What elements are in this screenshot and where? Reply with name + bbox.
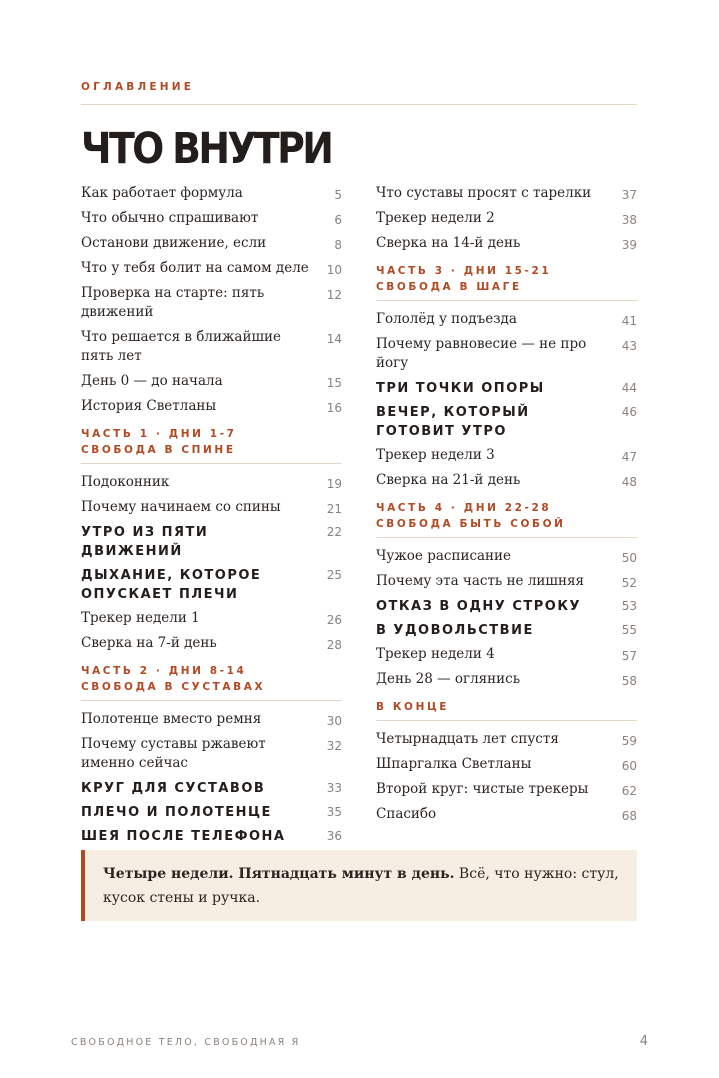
toc-entry-page-number: 48	[621, 475, 637, 489]
toc-entry-page-number: 33	[326, 781, 342, 795]
toc-entry-page-number: 60	[621, 759, 637, 773]
toc-entry[interactable]	[376, 234, 637, 253]
toc-entry-page-number: 59	[621, 734, 637, 748]
toc-entry-page-number: 30	[326, 714, 342, 728]
toc-entry[interactable]	[376, 335, 637, 373]
section-heading-subtitle: СВОБОДА В СПИНЕ	[81, 444, 236, 456]
toc-entry[interactable]	[81, 284, 342, 322]
running-footer-title: СВОБОДНОЕ ТЕЛО, СВОБОДНАЯ Я	[71, 1037, 301, 1048]
toc-entry-title: КРУГ ДЛЯ СУСТАВОВ	[81, 781, 266, 796]
toc-entry-title: Трекер недели 4	[376, 646, 495, 662]
toc-entry-page-number: 6	[334, 213, 342, 227]
toc-entry-title: ОТКАЗ В ОДНУ СТРОКУ	[376, 599, 581, 614]
section-heading-part: ЧАСТЬ 1 · ДНИ 1-7	[81, 428, 237, 440]
toc-entry-page-number: 57	[621, 649, 637, 663]
toc-entry-title: Как работает формула	[81, 185, 243, 201]
toc-entry-page-number: 8	[334, 238, 342, 252]
section-heading	[81, 663, 342, 701]
toc-entry-page-number: 50	[621, 551, 637, 565]
toc-entry-title: Что суставы просят с тарелки	[376, 185, 592, 201]
toc-entry-page-number: 32	[326, 739, 342, 753]
toc-column-right	[376, 184, 637, 830]
toc-entry-page-number: 26	[326, 613, 342, 627]
toc-entry-page-number: 10	[326, 263, 342, 277]
toc-entry-page-number: 16	[326, 401, 342, 415]
toc-entry[interactable]	[376, 645, 637, 664]
toc-entry[interactable]	[81, 259, 342, 278]
section-heading-part: ЧАСТЬ 3 · ДНИ 15-21	[376, 265, 552, 277]
toc-entry-title: Что у тебя болит на самом деле	[81, 260, 309, 276]
toc-entry-title: В УДОВОЛЬСТВИЕ	[376, 623, 534, 638]
toc-entry-title: УТРО ИЗ ПЯТИ ДВИЖЕНИЙ	[81, 525, 209, 559]
toc-entry-title: Трекер недели 1	[81, 610, 200, 626]
toc-entry-title: Второй круг: чистые трекеры	[376, 781, 589, 797]
section-heading	[376, 500, 637, 538]
toc-entry[interactable]	[376, 209, 637, 228]
toc-entry-title: Останови движение, если	[81, 235, 267, 251]
toc-entry-page-number: 39	[621, 238, 637, 252]
toc-entry[interactable]	[81, 328, 342, 366]
toc-entry[interactable]	[81, 498, 342, 517]
toc-entry[interactable]	[81, 473, 342, 492]
toc-entry-featured[interactable]	[81, 523, 342, 561]
toc-entry[interactable]	[376, 184, 637, 203]
section-heading	[376, 699, 637, 721]
toc-entry-page-number: 47	[621, 450, 637, 464]
toc-entry[interactable]	[376, 310, 637, 329]
toc-entry-page-number: 58	[621, 674, 637, 688]
toc-entry[interactable]	[81, 735, 342, 773]
toc-entry-featured[interactable]	[376, 403, 637, 441]
toc-entry[interactable]	[81, 397, 342, 416]
toc-entry-title: Трекер недели 2	[376, 210, 495, 226]
toc-entry-featured[interactable]	[81, 566, 342, 604]
toc-entry[interactable]	[376, 780, 637, 799]
toc-entry-title: Почему начинаем со спины	[81, 499, 281, 515]
toc-entry-page-number: 36	[326, 829, 342, 843]
toc-entry-page-number: 46	[621, 405, 637, 419]
toc-entry[interactable]	[81, 710, 342, 729]
toc-entry-title: Спасибо	[376, 806, 437, 822]
callout-bold-text: Четыре недели. Пятнадцать минут в день.	[103, 866, 455, 882]
toc-entry-featured[interactable]	[81, 803, 342, 822]
toc-entry-title: Сверка на 14-й день	[376, 235, 521, 251]
toc-entry-title: Почему эта часть не лишняя	[376, 573, 584, 589]
toc-entry-title: День 28 — оглянись	[376, 671, 521, 687]
toc-entry-title: ДЫХАНИЕ, КОТОРОЕ ОПУСКАЕТ ПЛЕЧИ	[81, 568, 262, 602]
toc-entry[interactable]	[81, 634, 342, 653]
toc-entry-featured[interactable]	[81, 779, 342, 798]
toc-entry[interactable]	[376, 572, 637, 591]
callout-box	[81, 850, 637, 921]
toc-entry-page-number: 37	[621, 188, 637, 202]
toc-entry[interactable]	[81, 372, 342, 391]
toc-entry[interactable]	[376, 670, 637, 689]
section-heading	[81, 426, 342, 464]
toc-entry-title: Четырнадцать лет спустя	[376, 731, 559, 747]
toc-entry-featured[interactable]	[81, 827, 342, 846]
toc-entry-page-number: 55	[621, 623, 637, 637]
toc-entry-title: Гололёд у подъезда	[376, 311, 517, 327]
header-divider	[81, 104, 637, 105]
toc-entry[interactable]	[81, 234, 342, 253]
toc-entry[interactable]	[81, 209, 342, 228]
toc-entry[interactable]	[376, 755, 637, 774]
toc-entry-page-number: 35	[326, 805, 342, 819]
toc-entry-page-number: 15	[326, 376, 342, 390]
toc-entry-title: Сверка на 21-й день	[376, 472, 521, 488]
toc-entry-page-number: 19	[326, 477, 342, 491]
toc-entry-title: История Светланы	[81, 398, 217, 414]
toc-entry-page-number: 41	[621, 314, 637, 328]
toc-entry-page-number: 38	[621, 213, 637, 227]
toc-entry[interactable]	[376, 471, 637, 490]
toc-entry-title: ПЛЕЧО И ПОЛОТЕНЦЕ	[81, 805, 272, 820]
toc-entry-featured[interactable]	[376, 597, 637, 616]
toc-entry-title: Трекер недели 3	[376, 447, 495, 463]
section-heading-subtitle: СВОБОДА В ШАГЕ	[376, 281, 522, 293]
section-heading	[376, 263, 637, 301]
toc-entry[interactable]	[376, 730, 637, 749]
toc-entry-title: Что решается в ближайшие пять лет	[81, 329, 281, 364]
toc-entry-title: ШЕЯ ПОСЛЕ ТЕЛЕФОНА	[81, 829, 286, 844]
section-heading-part: В КОНЦЕ	[376, 701, 450, 713]
toc-entry-page-number: 22	[326, 525, 342, 539]
toc-entry-title: ВЕЧЕР, КОТОРЫЙ ГОТОВИТ УТРО	[376, 405, 530, 439]
page-title: ЧТО ВНУТРИ	[81, 124, 332, 174]
toc-entry[interactable]	[376, 547, 637, 566]
toc-entry-title: Подоконник	[81, 474, 170, 490]
section-heading-subtitle: СВОБОДА БЫТЬ СОБОЙ	[376, 518, 566, 530]
toc-entry[interactable]	[376, 446, 637, 465]
toc-entry-page-number: 52	[621, 576, 637, 590]
toc-entry-page-number: 21	[326, 502, 342, 516]
toc-entry-page-number: 25	[326, 568, 342, 582]
toc-entry-title: Сверка на 7-й день	[81, 635, 217, 651]
toc-entry-page-number: 53	[621, 599, 637, 613]
toc-entry-title: Проверка на старте: пять движений	[81, 285, 265, 320]
section-heading-part: ЧАСТЬ 2 · ДНИ 8-14	[81, 665, 247, 677]
callout-text: Всё, что нужно: стул, кусок стены и ручка.	[103, 866, 619, 906]
toc-entry-page-number: 5	[334, 188, 342, 202]
toc-entry-title: Почему равновесие — не про йогу	[376, 336, 587, 371]
toc-entry-page-number: 12	[326, 288, 342, 302]
toc-kicker: ОГЛАВЛЕНИЕ	[81, 81, 195, 93]
toc-entry-page-number: 43	[621, 339, 637, 353]
toc-entry[interactable]	[81, 609, 342, 628]
page-number: 4	[639, 1034, 648, 1049]
toc-entry-title: Что обычно спрашивают	[81, 210, 259, 226]
toc-entry-title: Полотенце вместо ремня	[81, 711, 262, 727]
section-heading-part: ЧАСТЬ 4 · ДНИ 22-28	[376, 502, 552, 514]
toc-column-left	[81, 184, 342, 851]
toc-entry-title: Чужое расписание	[376, 548, 512, 564]
toc-entry-title: Почему суставы ржавеют именно сейчас	[81, 736, 266, 771]
toc-entry[interactable]	[376, 805, 637, 824]
toc-entry-page-number: 44	[621, 381, 637, 395]
toc-entry-page-number: 14	[326, 332, 342, 346]
toc-entry-title: День 0 — до начала	[81, 373, 223, 389]
toc-entry-featured[interactable]	[376, 621, 637, 640]
toc-entry-title: Шпаргалка Светланы	[376, 756, 532, 772]
section-heading-subtitle: СВОБОДА В СУСТАВАХ	[81, 681, 266, 693]
toc-entry-title: ТРИ ТОЧКИ ОПОРЫ	[376, 381, 545, 396]
toc-entry-page-number: 28	[326, 638, 342, 652]
toc-entry-featured[interactable]	[376, 379, 637, 398]
toc-entry-page-number: 68	[621, 809, 637, 823]
toc-entry[interactable]	[81, 184, 342, 203]
toc-entry-page-number: 62	[621, 784, 637, 798]
